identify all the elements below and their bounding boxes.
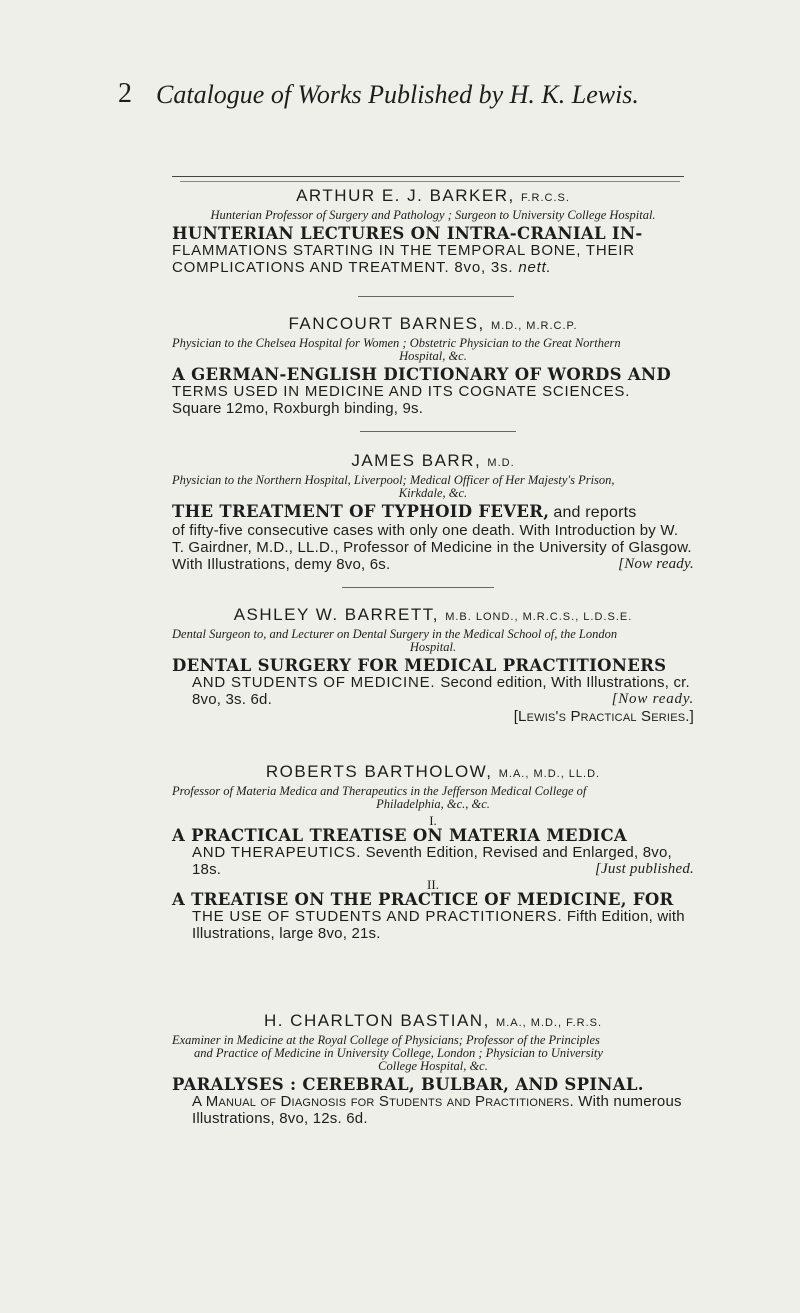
entry-bartholow: [172, 762, 694, 942]
work-numeral: II.: [427, 877, 439, 892]
work-numeral: I.: [429, 813, 437, 828]
availability-note: [Just published.: [594, 861, 694, 877]
entry-barnes: [172, 314, 694, 417]
book-title: A PRACTICAL TREATISE ON MATERIA MEDICA: [172, 826, 627, 845]
page-number: 2: [118, 78, 132, 109]
book-title: DENTAL SURGERY FOR MEDICAL PRACTITIONERS: [172, 656, 667, 675]
header-rule: [172, 176, 684, 177]
author-name: FANCOURT BARNES, M.D., M.R.C.P.: [288, 314, 578, 333]
availability-note: [Now ready.: [611, 691, 694, 707]
author-name: ASHLEY W. BARRETT, M.B. LOND., M.R.C.S., L.D.S.E.: [233, 605, 633, 624]
book-title: THE TREATMENT OF TYPHOID FEVER, and reports: [172, 502, 637, 521]
entry-barr: [172, 451, 694, 573]
author-name: H. CHARLTON BASTIAN, M.A., M.D., F.R.S.: [263, 1011, 603, 1030]
running-head: Catalogue of Works Published by H. K. Lewis.: [156, 80, 639, 109]
book-title: HUNTERIAN LECTURES ON INTRA-CRANIAL IN-: [172, 224, 643, 243]
availability-note: [Now ready.: [618, 556, 694, 572]
entry-barker: [172, 186, 694, 276]
author-name: ARTHUR E. J. BARKER, F.R.C.S.: [296, 186, 570, 205]
book-description: TERMS USED IN MEDICINE AND ITS COGNATE SCIENCES.: [172, 383, 631, 400]
section-divider: [358, 296, 514, 297]
author-affiliation: Hunterian Professor of Surgery and Pathology ; Surgeon to University College Hospital.: [210, 208, 656, 222]
book-details: of fifty-five consecutive cases with only one death. With Introduction by W. T. Gairdner, M.D., LL.D., Professor of Medicine in the University of Glasgow. With Illustrations, demy 8vo, 6s. [Now ready.: [172, 522, 694, 573]
author-name: JAMES BARR, M.D.: [351, 451, 515, 470]
book-details: Square 12mo, Roxburgh binding, 9s.: [172, 400, 424, 417]
header-rule-secondary: [180, 181, 680, 182]
section-divider: [342, 587, 494, 588]
author-affiliation: Dental Surgeon to, and Lecturer on Dental Surgery in the Medical School of, the London Hospital.: [172, 627, 618, 654]
book-title: PARALYSES : CEREBRAL, BULBAR, AND SPINAL.: [172, 1075, 644, 1094]
book-description: FLAMMATIONS STARTING IN THE TEMPORAL BONE, THEIR COMPLICATIONS AND TREATMENT. 8vo, 3s. nett.: [172, 242, 635, 276]
entry-bastian: [172, 1011, 694, 1127]
book-title: A GERMAN-ENGLISH DICTIONARY OF WORDS AND: [172, 365, 671, 384]
book-description: AND STUDENTS OF MEDICINE. Second edition, With Illustrations, cr. 8vo, 3s. 6d. [Now ready.: [192, 674, 694, 708]
book-description: THE USE OF STUDENTS AND PRACTITIONERS. Fifth Edition, with Illustrations, large 8vo, 21s.: [192, 908, 685, 942]
author-name: ROBERTS BARTHOLOW, M.A., M.D., LL.D.: [265, 762, 601, 781]
section-divider: [360, 431, 516, 432]
author-affiliation: Physician to the Chelsea Hospital for Women ; Obstetric Physician to the Great Northern Hospital, &c.: [172, 336, 621, 363]
book-description: A Manual of Diagnosis for Students and Practitioners. With numerous Illustrations, 8vo, 12s. 6d.: [192, 1093, 682, 1127]
author-affiliation: Professor of Materia Medica and Therapeutics in the Jefferson Medical College of Philadelphia, &c., &c.: [172, 784, 587, 811]
series-note: [Lewis's Practical Series.]: [513, 708, 694, 725]
book-description: AND THERAPEUTICS. Seventh Edition, Revised and Enlarged, 8vo, 18s. [Just published.: [192, 844, 694, 878]
author-affiliation: Physician to the Northern Hospital, Liverpool; Medical Officer of Her Majesty's Prison, Kirkdale, &c.: [172, 473, 615, 500]
author-affiliation: Examiner in Medicine at the Royal College of Physicians; Professor of the Principles and Practice of Medicine in University College, London ; Physician to University College Hospital, &c.: [172, 1033, 603, 1073]
entry-barrett: [172, 605, 694, 725]
book-title: A TREATISE ON THE PRACTICE OF MEDICINE, FOR: [172, 890, 674, 909]
